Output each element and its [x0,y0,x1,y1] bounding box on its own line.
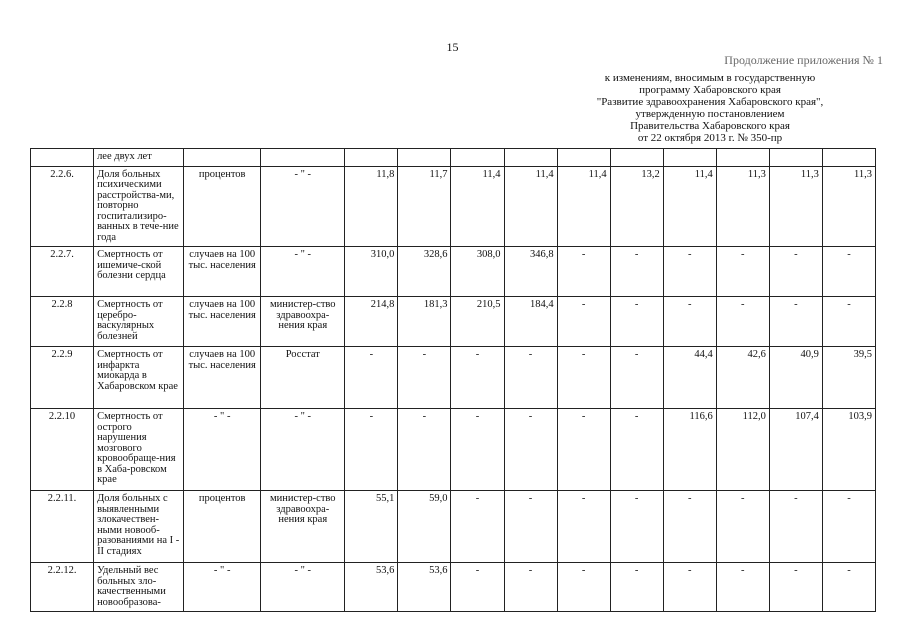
indicator-value: - [451,347,504,409]
table-row [31,409,876,491]
indicator-value: 42,6 [716,347,769,409]
indicator-value: - [504,409,557,491]
indicator-value: - [769,563,822,612]
indicator-value: - [822,491,875,563]
table-row [31,149,876,167]
indicator-code: 2.2.8 [31,297,94,347]
indicator-unit: случаев на 100 тыс. населения [184,297,261,347]
indicator-value [504,149,557,167]
indicator-value [663,149,716,167]
table-row [31,247,876,297]
indicator-value: 210,5 [451,297,504,347]
indicator-name: лее двух лет [94,149,184,167]
indicator-unit: - " - [184,409,261,491]
indicator-unit: процентов [184,491,261,563]
indicator-value: - [822,563,875,612]
appendix-reference [560,72,860,144]
indicator-unit: случаев на 100 тыс. населения [184,247,261,297]
indicator-value: 103,9 [822,409,875,491]
indicator-value: 11,3 [769,166,822,247]
indicator-value: 11,4 [663,166,716,247]
indicator-value: - [557,409,610,491]
indicator-value [610,149,663,167]
indicator-value: - [663,247,716,297]
table-row [31,347,876,409]
indicator-value: 53,6 [398,563,451,612]
table-row [31,166,876,247]
indicator-value: 184,4 [504,297,557,347]
indicator-value: 310,0 [345,247,398,297]
indicator-value: 214,8 [345,297,398,347]
indicator-source: - " - [261,563,345,612]
indicator-unit [184,149,261,167]
indicator-value: 308,0 [451,247,504,297]
indicator-value: - [769,297,822,347]
indicator-source: - " - [261,409,345,491]
indicators-table [30,148,876,612]
indicator-value [557,149,610,167]
indicator-value: - [557,247,610,297]
indicator-value: - [716,247,769,297]
indicator-value: - [610,347,663,409]
indicator-value: - [610,563,663,612]
indicator-value [769,149,822,167]
indicator-value: 11,4 [504,166,557,247]
indicator-code: 2.2.11. [31,491,94,563]
indicator-value: - [716,563,769,612]
indicator-value [716,149,769,167]
indicator-value: - [345,347,398,409]
indicator-value: - [557,491,610,563]
indicator-value: 116,6 [663,409,716,491]
indicator-value: - [504,491,557,563]
indicator-value: 13,2 [610,166,663,247]
indicator-value: - [769,491,822,563]
indicator-code [31,149,94,167]
table-row [31,297,876,347]
indicator-code: 2.2.7. [31,247,94,297]
indicator-value [345,149,398,167]
indicator-value: - [822,247,875,297]
appendix-header [553,54,883,72]
header-line: утвержденную постановлением [635,108,785,120]
indicator-value: 39,5 [822,347,875,409]
indicator-value: - [557,297,610,347]
header-line: "Развитие здравоохранения Хабаровского края", [596,96,824,108]
indicator-value: - [663,563,716,612]
indicator-value: 107,4 [769,409,822,491]
indicator-value: - [504,563,557,612]
indicator-source: министер-ство здравоохра-нения края [261,491,345,563]
indicator-name: Смертность от ишемиче-ской болезни сердца [94,247,184,297]
indicator-code: 2.2.10 [31,409,94,491]
indicator-name: Доля больных психическими расстройства-ми, повторно госпитализиро-ванных в тече-ние года [94,166,184,247]
header-line: программу Хабаровского края [639,84,781,96]
indicator-value [451,149,504,167]
indicator-value: - [716,297,769,347]
indicator-value: - [398,409,451,491]
indicator-value: - [610,247,663,297]
indicator-name: Доля больных с выявленными злокачествен-ными новооб-разованиями на I - II стадиях [94,491,184,563]
indicator-value: 40,9 [769,347,822,409]
table-row [31,491,876,563]
indicator-source: - " - [261,247,345,297]
indicator-name: Удельный вес больных зло-качественными новообразова- [94,563,184,612]
indicator-value: 59,0 [398,491,451,563]
indicator-value: - [451,409,504,491]
indicator-value: 11,3 [822,166,875,247]
indicator-source: Росстат [261,347,345,409]
indicator-value: - [663,297,716,347]
indicator-value: - [610,409,663,491]
indicator-value: - [769,247,822,297]
indicator-value: 11,7 [398,166,451,247]
indicator-unit: случаев на 100 тыс. населения [184,347,261,409]
indicator-value: - [451,491,504,563]
indicator-value: 44,4 [663,347,716,409]
indicator-value: - [610,297,663,347]
indicator-source: - " - [261,166,345,247]
indicator-value: 11,3 [716,166,769,247]
indicator-value: - [610,491,663,563]
indicator-value: - [557,347,610,409]
indicator-value: - [716,491,769,563]
indicator-value: - [557,563,610,612]
indicator-value: - [345,409,398,491]
header-line: от 22 октября 2013 г. № 350-пр [637,132,783,144]
indicator-code: 2.2.6. [31,166,94,247]
indicator-value: - [398,347,451,409]
indicator-value: 346,8 [504,247,557,297]
indicator-unit: - " - [184,563,261,612]
indicator-value: 55,1 [345,491,398,563]
indicator-source [261,149,345,167]
indicator-value: 181,3 [398,297,451,347]
indicator-value: 11,4 [451,166,504,247]
table-row [31,563,876,612]
header-line: Правительства Хабаровского края [630,120,790,132]
indicator-value: - [822,297,875,347]
indicator-source: министер-ство здравоохра-нения края [261,297,345,347]
indicator-value: - [451,563,504,612]
header-line: к изменениям, вносимым в государственную [604,72,816,84]
page-number: 15 [446,40,459,54]
indicator-value: 53,6 [345,563,398,612]
indicator-value: - [504,347,557,409]
indicator-unit: процентов [184,166,261,247]
indicator-value [822,149,875,167]
indicator-value: 11,8 [345,166,398,247]
continuation-label: Продолжение приложения № 1 [724,53,883,67]
indicator-value: 328,6 [398,247,451,297]
indicator-name: Смертность от церебро-васкулярных болезней [94,297,184,347]
indicator-name: Смертность от инфаркта миокарда в Хабаровском крае [94,347,184,409]
indicator-value: - [663,491,716,563]
indicator-name: Смертность от острого нарушения мозгового кровообраще-ния в Хаба-ровском крае [94,409,184,491]
indicator-code: 2.2.12. [31,563,94,612]
indicator-value: 112,0 [716,409,769,491]
indicator-value [398,149,451,167]
indicator-code: 2.2.9 [31,347,94,409]
indicator-value: 11,4 [557,166,610,247]
